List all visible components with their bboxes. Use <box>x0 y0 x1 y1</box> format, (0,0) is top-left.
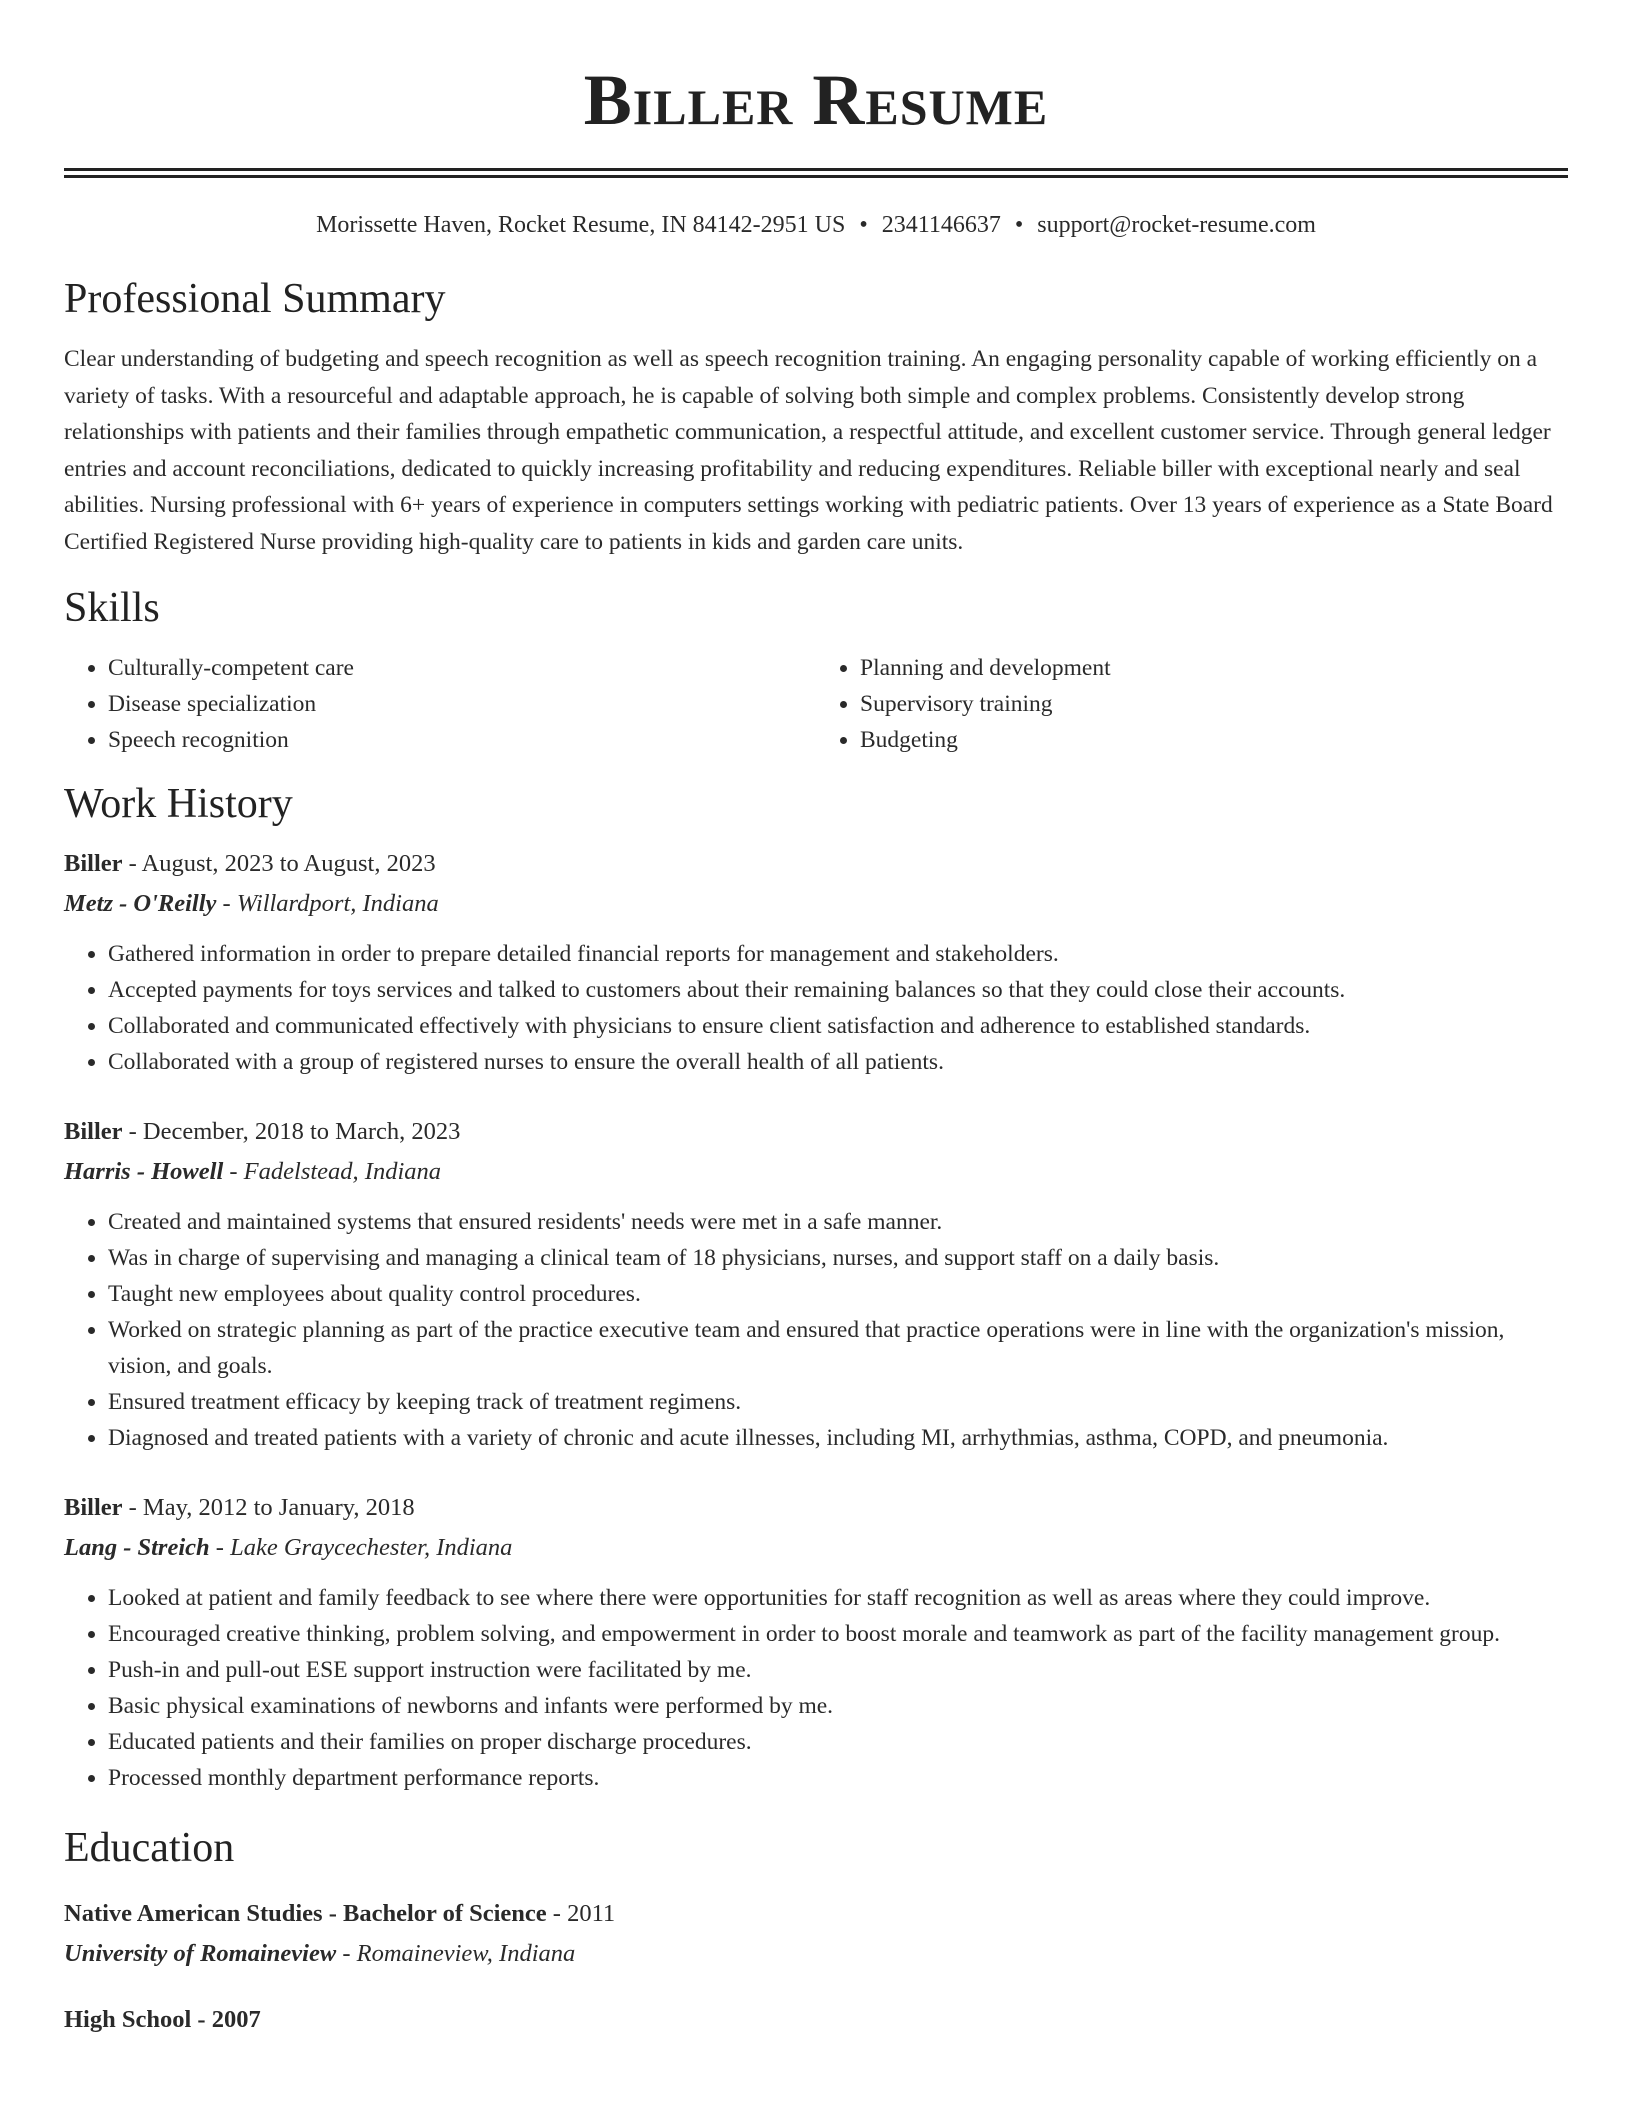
skill-item: • Supervisory training <box>860 686 1568 722</box>
job-bullet: • Ensured treatment efficacy by keeping track of treatment regimens. <box>108 1384 1568 1420</box>
job-title: Biller <box>64 850 123 877</box>
job-bullet: • Looked at patient and family feedback to see where there were opportunities for staff recognition as well as areas where they could improve. <box>108 1580 1568 1616</box>
skill-item: • Disease specialization <box>108 686 816 722</box>
job-header <box>64 1112 1568 1152</box>
contact-separator: • <box>1014 212 1024 238</box>
job-bullet: • Basic physical examinations of newborns and infants were performed by me. <box>108 1688 1568 1724</box>
contact-line <box>64 212 1568 239</box>
job-bullet: • Diagnosed and treated patients with a variety of chronic and acute illnesses, including MI, arrhythmias, asthma, COPD, and pneumonia. <box>108 1420 1568 1456</box>
job-dates: - December, 2018 to March, 2023 <box>122 1118 461 1145</box>
education-location: - Romaineview, Indiana <box>336 1940 576 1967</box>
education-degree: Native American Studies - Bachelor of Science <box>64 1900 547 1927</box>
job-bullet: • Gathered information in order to prepare detailed financial reports for management and stakeholders. <box>108 936 1568 972</box>
job-company: Lang - Streich <box>64 1534 210 1561</box>
education-entry <box>64 1894 1568 1974</box>
education-year: - 2011 <box>546 1900 616 1927</box>
contact-phone: 2341146637 <box>881 212 1001 238</box>
job-bullet: • Educated patients and their families on proper discharge procedures. <box>108 1724 1568 1760</box>
job-company: Metz - O'Reilly <box>64 890 217 917</box>
job-bullets <box>64 1204 1568 1456</box>
job-bullet: • Created and maintained systems that ensured residents' needs were met in a safe manner. <box>108 1204 1568 1240</box>
skill-item: • Speech recognition <box>108 722 816 758</box>
education-school: University of Romaineview <box>64 1940 337 1967</box>
skill-item: • Planning and development <box>860 650 1568 686</box>
job-header <box>64 1488 1568 1528</box>
job-entry <box>64 1488 1568 1796</box>
education-degree-line <box>64 1894 1568 1934</box>
contact-email[interactable]: support@rocket-resume.com <box>1037 212 1316 238</box>
skill-item: • Culturally-competent care <box>108 650 816 686</box>
job-entry <box>64 844 1568 1080</box>
job-employer <box>64 1528 1568 1568</box>
education-heading: Education <box>64 1825 235 1871</box>
job-bullet: • Was in charge of supervising and managing a clinical team of 18 physicians, nurses, and support staff on a daily basis. <box>108 1240 1568 1276</box>
resume-page <box>64 0 1568 2040</box>
job-title: Biller <box>64 1494 123 1521</box>
job-header <box>64 844 1568 884</box>
skills-heading: Skills <box>64 585 160 631</box>
job-company: Harris - Howell <box>64 1158 224 1185</box>
education-school-line <box>64 1934 1568 1974</box>
job-bullet: • Encouraged creative thinking, problem solving, and empowerment in order to boost morale and teamwork as part of the facility management group. <box>108 1616 1568 1652</box>
summary-heading: Professional Summary <box>64 276 446 322</box>
skills-list <box>64 650 1568 758</box>
skills-column-left <box>64 650 816 758</box>
job-bullet: • Collaborated and communicated effectively with physicians to ensure client satisfaction and adherence to established standards. <box>108 1008 1568 1044</box>
job-bullet: • Push-in and pull-out ESE support instruction were facilitated by me. <box>108 1652 1568 1688</box>
resume-title: Biller Resume <box>583 60 1049 140</box>
job-title: Biller <box>64 1118 123 1145</box>
job-bullets <box>64 936 1568 1080</box>
skill-item: • Budgeting <box>860 722 1568 758</box>
job-location: - Fadelstead, Indiana <box>223 1158 442 1185</box>
title-divider <box>64 168 1568 178</box>
job-bullets <box>64 1580 1568 1796</box>
contact-separator: • <box>859 212 868 238</box>
job-employer <box>64 1152 1568 1192</box>
job-bullet: • Worked on strategic planning as part of the practice executive team and ensured that practice operations were in line with the organization's mission, vision, and goals. <box>108 1312 1568 1384</box>
job-bullet: • Collaborated with a group of registered nurses to ensure the overall health of all patients. <box>108 1044 1568 1080</box>
work-history-heading: Work History <box>64 781 293 827</box>
skills-column-right <box>816 650 1568 758</box>
job-employer <box>64 884 1568 924</box>
job-location: - Lake Graycechester, Indiana <box>209 1534 513 1561</box>
education-high-school: High School - 2007 <box>64 2006 261 2033</box>
job-bullet: • Processed monthly department performance reports. <box>108 1760 1568 1796</box>
job-entry <box>64 1112 1568 1456</box>
job-bullet: • Accepted payments for toys services and talked to customers about their remaining balances so that they could close their accounts. <box>108 972 1568 1008</box>
job-dates: - May, 2012 to January, 2018 <box>122 1494 415 1521</box>
job-dates: - August, 2023 to August, 2023 <box>122 850 436 877</box>
job-location: - Willardport, Indiana <box>216 890 439 917</box>
job-bullet: • Taught new employees about quality control procedures. <box>108 1276 1568 1312</box>
summary-text: Clear understanding of budgeting and speech recognition as well as speech recognition training. An engaging personality capable of working efficiently on a variety of tasks. With a resourceful and adaptable approach, he is capable of solving both simple and complex problems. Consistently develop strong relationships with patients and their families through empathetic communication, a respectful attitude, and excellent customer service. Through general ledger entries and account reconciliations, dedicated to quickly increasing profitability and reducing expenditures. Reliable biller with exceptional nearly and seal abilities. Nursing professional with 6+ years of experience in computers settings working with pediatric patients. Over 13 years of experience as a State Board Certified Registered Nurse providing high-quality care to patients in kids and garden care units. <box>64 346 1553 555</box>
contact-address: Morissette Haven, Rocket Resume, IN 84142-2951 US <box>316 212 846 238</box>
